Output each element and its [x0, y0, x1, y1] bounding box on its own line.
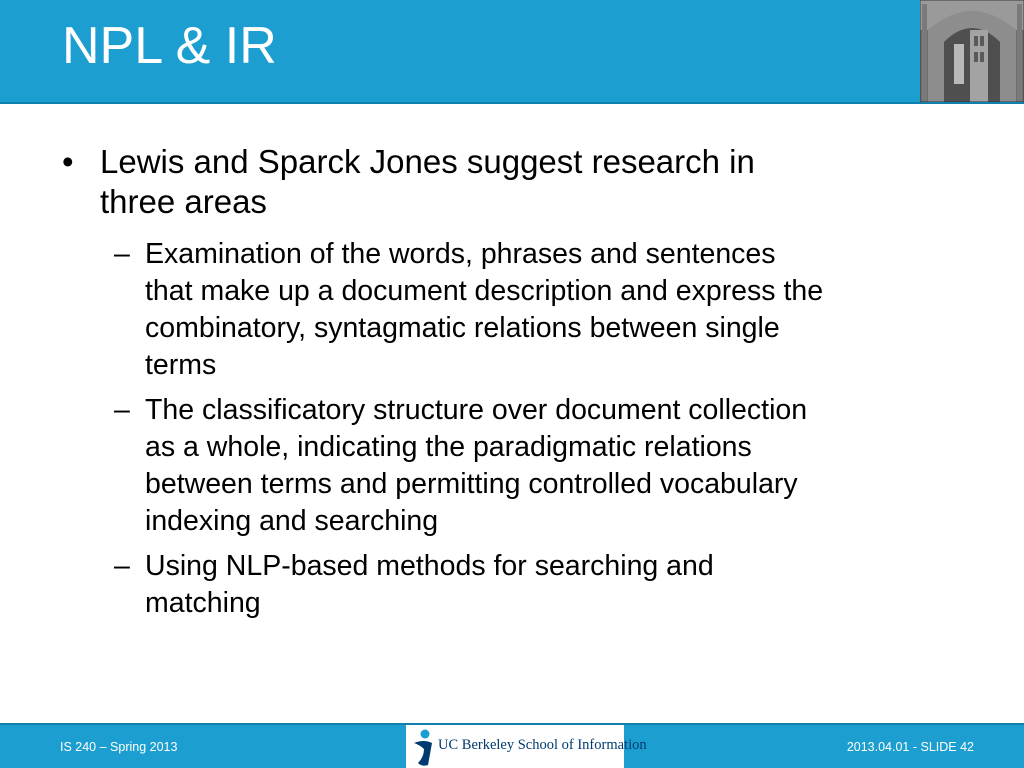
slide-title: NPL & IR [62, 17, 277, 75]
bullet-marker: • [62, 143, 74, 180]
ischool-logo-icon [410, 727, 436, 767]
sub-bullet-3-line-1: Using NLP-based methods for searching and [145, 550, 714, 582]
sub-bullet-1-line-3: combinatory, syntagmatic relations between single [145, 312, 780, 344]
bullet-main-line-2: three areas [100, 183, 267, 220]
dash-marker: – [114, 394, 130, 426]
sub-bullet-2-line-4: indexing and searching [145, 505, 439, 537]
dash-marker: – [114, 550, 130, 582]
slide-number: 2013.04.01 - SLIDE 42 [846, 740, 974, 754]
sub-bullet-3-line-2: matching [145, 587, 261, 619]
sub-bullet-2-line-1: The classificatory structure over document collection [145, 394, 808, 426]
sub-bullet-1-line-2: that make up a document description and express the [145, 275, 824, 307]
sub-bullet-2-line-2: as a whole, indicating the paradigmatic relations [145, 431, 752, 463]
sub-bullet-1-line-1: Examination of the words, phrases and sentences [145, 238, 776, 270]
sub-bullet-2-line-3: between terms and permitting controlled vocabulary [145, 468, 798, 500]
sub-bullet-1-line-4: terms [145, 349, 217, 381]
dash-marker: – [114, 238, 130, 270]
course-label: IS 240 – Spring 2013 [60, 740, 178, 754]
bullet-main-line-1: Lewis and Sparck Jones suggest research in [100, 143, 755, 180]
school-logo-text: UC Berkeley School of Information [438, 737, 647, 753]
